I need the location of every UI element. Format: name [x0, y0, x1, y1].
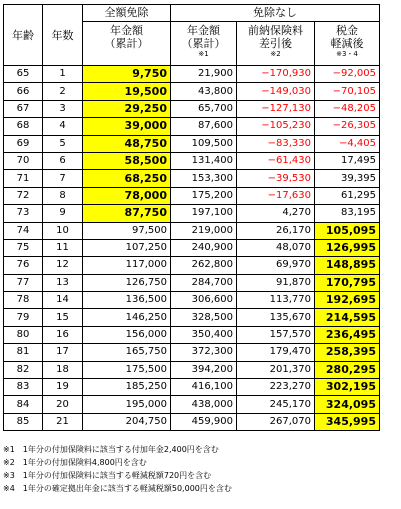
cell-after-tax: 126,995 — [315, 239, 380, 256]
cell-total-pension: 262,800 — [171, 257, 237, 274]
table-row — [4, 379, 380, 396]
header-years: 年数 — [43, 5, 83, 66]
footnote-1: ※1 1年分の付加保険料に該当する付加年金2,400円を含む — [3, 445, 219, 454]
cell-total-pension: 394,200 — [171, 361, 237, 378]
cell-after-deduction: 4,270 — [237, 205, 315, 222]
cell-after-tax: 302,195 — [315, 379, 380, 396]
cell-exempt-pension: 19,500 — [83, 83, 171, 100]
cell-after-tax: 236,495 — [315, 326, 380, 343]
cell-after-tax: 214,595 — [315, 309, 380, 326]
cell-year: 6 — [43, 152, 83, 169]
cell-year: 10 — [43, 222, 83, 239]
table-row — [4, 309, 380, 326]
table-row — [4, 135, 380, 152]
cell-after-deduction: 48,070 — [237, 239, 315, 256]
cell-after-deduction: 26,170 — [237, 222, 315, 239]
cell-exempt-pension: 165,750 — [83, 344, 171, 361]
cell-after-tax: −4,405 — [315, 135, 380, 152]
header-age: 年齢 — [4, 5, 43, 66]
table-row — [4, 170, 380, 187]
cell-total-pension: 350,400 — [171, 326, 237, 343]
cell-year: 17 — [43, 344, 83, 361]
cell-total-pension: 131,400 — [171, 152, 237, 169]
table-row — [4, 413, 380, 430]
table-row — [4, 222, 380, 239]
cell-exempt-pension: 39,000 — [83, 118, 171, 135]
cell-age: 85 — [4, 413, 43, 430]
cell-exempt-pension: 126,750 — [83, 274, 171, 291]
cell-age: 66 — [4, 83, 43, 100]
table-row — [4, 239, 380, 256]
header-group-no-exempt: 免除なし — [171, 5, 380, 22]
cell-after-deduction: −83,330 — [237, 135, 315, 152]
cell-exempt-pension: 97,500 — [83, 222, 171, 239]
cell-age: 69 — [4, 135, 43, 152]
cell-age: 74 — [4, 222, 43, 239]
cell-exempt-pension: 204,750 — [83, 413, 171, 430]
cell-total-pension: 65,700 — [171, 100, 237, 117]
cell-exempt-pension: 29,250 — [83, 100, 171, 117]
cell-after-deduction: 201,370 — [237, 361, 315, 378]
footnote-3: ※3 1年分の付加保険料に該当する軽減税額720円を含む — [3, 471, 212, 480]
table-row — [4, 83, 380, 100]
table-row — [4, 274, 380, 291]
cell-age: 80 — [4, 326, 43, 343]
cell-exempt-pension: 175,500 — [83, 361, 171, 378]
cell-year: 13 — [43, 274, 83, 291]
cell-after-tax: 148,895 — [315, 257, 380, 274]
table-row — [4, 152, 380, 169]
cell-after-tax: 280,295 — [315, 361, 380, 378]
cell-age: 75 — [4, 239, 43, 256]
header-after-tax: 税金 軽減後 ※3・4 — [315, 22, 380, 66]
cell-age: 83 — [4, 379, 43, 396]
cell-year: 2 — [43, 83, 83, 100]
cell-age: 79 — [4, 309, 43, 326]
cell-total-pension: 372,300 — [171, 344, 237, 361]
cell-after-tax: −48,205 — [315, 100, 380, 117]
table-row — [4, 326, 380, 343]
cell-after-tax: 105,095 — [315, 222, 380, 239]
cell-after-deduction: 113,770 — [237, 292, 315, 309]
cell-exempt-pension: 68,250 — [83, 170, 171, 187]
cell-exempt-pension: 156,000 — [83, 326, 171, 343]
cell-exempt-pension: 117,000 — [83, 257, 171, 274]
table-row — [4, 187, 380, 204]
cell-year: 18 — [43, 361, 83, 378]
header-after-deduction: 前納保険料 差引後 ※2 — [237, 22, 315, 66]
cell-exempt-pension: 78,000 — [83, 187, 171, 204]
cell-exempt-pension: 136,500 — [83, 292, 171, 309]
cell-total-pension: 328,500 — [171, 309, 237, 326]
cell-year: 19 — [43, 379, 83, 396]
cell-total-pension: 153,300 — [171, 170, 237, 187]
cell-after-deduction: −170,930 — [237, 66, 315, 83]
cell-year: 15 — [43, 309, 83, 326]
cell-after-deduction: 157,570 — [237, 326, 315, 343]
table-row — [4, 361, 380, 378]
cell-year: 20 — [43, 396, 83, 413]
cell-exempt-pension: 146,250 — [83, 309, 171, 326]
cell-after-deduction: −105,230 — [237, 118, 315, 135]
cell-after-tax: −26,305 — [315, 118, 380, 135]
table-row — [4, 205, 380, 222]
cell-after-tax: 345,995 — [315, 413, 380, 430]
cell-after-deduction: −17,630 — [237, 187, 315, 204]
cell-year: 21 — [43, 413, 83, 430]
cell-total-pension: 306,600 — [171, 292, 237, 309]
cell-age: 72 — [4, 187, 43, 204]
cell-after-deduction: −39,530 — [237, 170, 315, 187]
cell-year: 9 — [43, 205, 83, 222]
cell-age: 70 — [4, 152, 43, 169]
cell-year: 4 — [43, 118, 83, 135]
header-total-pension: 年金額 （累計） ※1 — [171, 22, 237, 66]
cell-after-tax: 83,195 — [315, 205, 380, 222]
cell-total-pension: 21,900 — [171, 66, 237, 83]
cell-age: 65 — [4, 66, 43, 83]
cell-total-pension: 284,700 — [171, 274, 237, 291]
table-row — [4, 257, 380, 274]
cell-after-deduction: 223,270 — [237, 379, 315, 396]
cell-age: 73 — [4, 205, 43, 222]
pension-table — [3, 4, 380, 431]
cell-after-tax: −70,105 — [315, 83, 380, 100]
table-row — [4, 396, 380, 413]
footnote-4: ※4 1年分の確定拠出年金に該当する軽減税額50,000円を含む — [3, 484, 232, 493]
cell-exempt-pension: 87,750 — [83, 205, 171, 222]
cell-total-pension: 416,100 — [171, 379, 237, 396]
cell-total-pension: 109,500 — [171, 135, 237, 152]
cell-age: 68 — [4, 118, 43, 135]
cell-exempt-pension: 9,750 — [83, 66, 171, 83]
table-row — [4, 66, 380, 83]
cell-year: 11 — [43, 239, 83, 256]
cell-age: 82 — [4, 361, 43, 378]
header-group-exempt-all: 全額免除 — [83, 5, 171, 22]
cell-total-pension: 438,000 — [171, 396, 237, 413]
cell-age: 84 — [4, 396, 43, 413]
cell-year: 8 — [43, 187, 83, 204]
cell-after-tax: 192,695 — [315, 292, 380, 309]
cell-total-pension: 87,600 — [171, 118, 237, 135]
cell-exempt-pension: 185,250 — [83, 379, 171, 396]
table-row — [4, 118, 380, 135]
cell-year: 12 — [43, 257, 83, 274]
cell-after-tax: 258,395 — [315, 344, 380, 361]
cell-after-tax: 170,795 — [315, 274, 380, 291]
cell-age: 67 — [4, 100, 43, 117]
cell-year: 1 — [43, 66, 83, 83]
cell-after-deduction: −149,030 — [237, 83, 315, 100]
cell-after-deduction: 245,170 — [237, 396, 315, 413]
cell-age: 76 — [4, 257, 43, 274]
cell-after-tax: 324,095 — [315, 396, 380, 413]
footnote-2: ※2 1年分の付加保険料4,800円を含む — [3, 458, 147, 467]
table-row — [4, 344, 380, 361]
cell-after-deduction: 135,670 — [237, 309, 315, 326]
cell-after-deduction: 267,070 — [237, 413, 315, 430]
cell-after-tax: 17,495 — [315, 152, 380, 169]
cell-exempt-pension: 107,250 — [83, 239, 171, 256]
cell-age: 78 — [4, 292, 43, 309]
cell-after-deduction: 91,870 — [237, 274, 315, 291]
cell-year: 3 — [43, 100, 83, 117]
footnotes — [3, 443, 232, 495]
cell-after-deduction: −61,430 — [237, 152, 315, 169]
cell-after-tax: 39,395 — [315, 170, 380, 187]
cell-age: 81 — [4, 344, 43, 361]
cell-after-deduction: 179,470 — [237, 344, 315, 361]
cell-year: 14 — [43, 292, 83, 309]
cell-year: 16 — [43, 326, 83, 343]
cell-total-pension: 175,200 — [171, 187, 237, 204]
cell-exempt-pension: 195,000 — [83, 396, 171, 413]
header-exempt-pension: 年金額 （累計） — [83, 22, 171, 66]
cell-total-pension: 459,900 — [171, 413, 237, 430]
cell-total-pension: 240,900 — [171, 239, 237, 256]
cell-after-deduction: −127,130 — [237, 100, 315, 117]
cell-total-pension: 43,800 — [171, 83, 237, 100]
cell-year: 5 — [43, 135, 83, 152]
cell-year: 7 — [43, 170, 83, 187]
cell-after-tax: 61,295 — [315, 187, 380, 204]
cell-age: 77 — [4, 274, 43, 291]
cell-exempt-pension: 58,500 — [83, 152, 171, 169]
cell-total-pension: 219,000 — [171, 222, 237, 239]
cell-exempt-pension: 48,750 — [83, 135, 171, 152]
cell-after-tax: −92,005 — [315, 66, 380, 83]
cell-after-deduction: 69,970 — [237, 257, 315, 274]
cell-total-pension: 197,100 — [171, 205, 237, 222]
cell-age: 71 — [4, 170, 43, 187]
table-row — [4, 100, 380, 117]
table-row — [4, 292, 380, 309]
